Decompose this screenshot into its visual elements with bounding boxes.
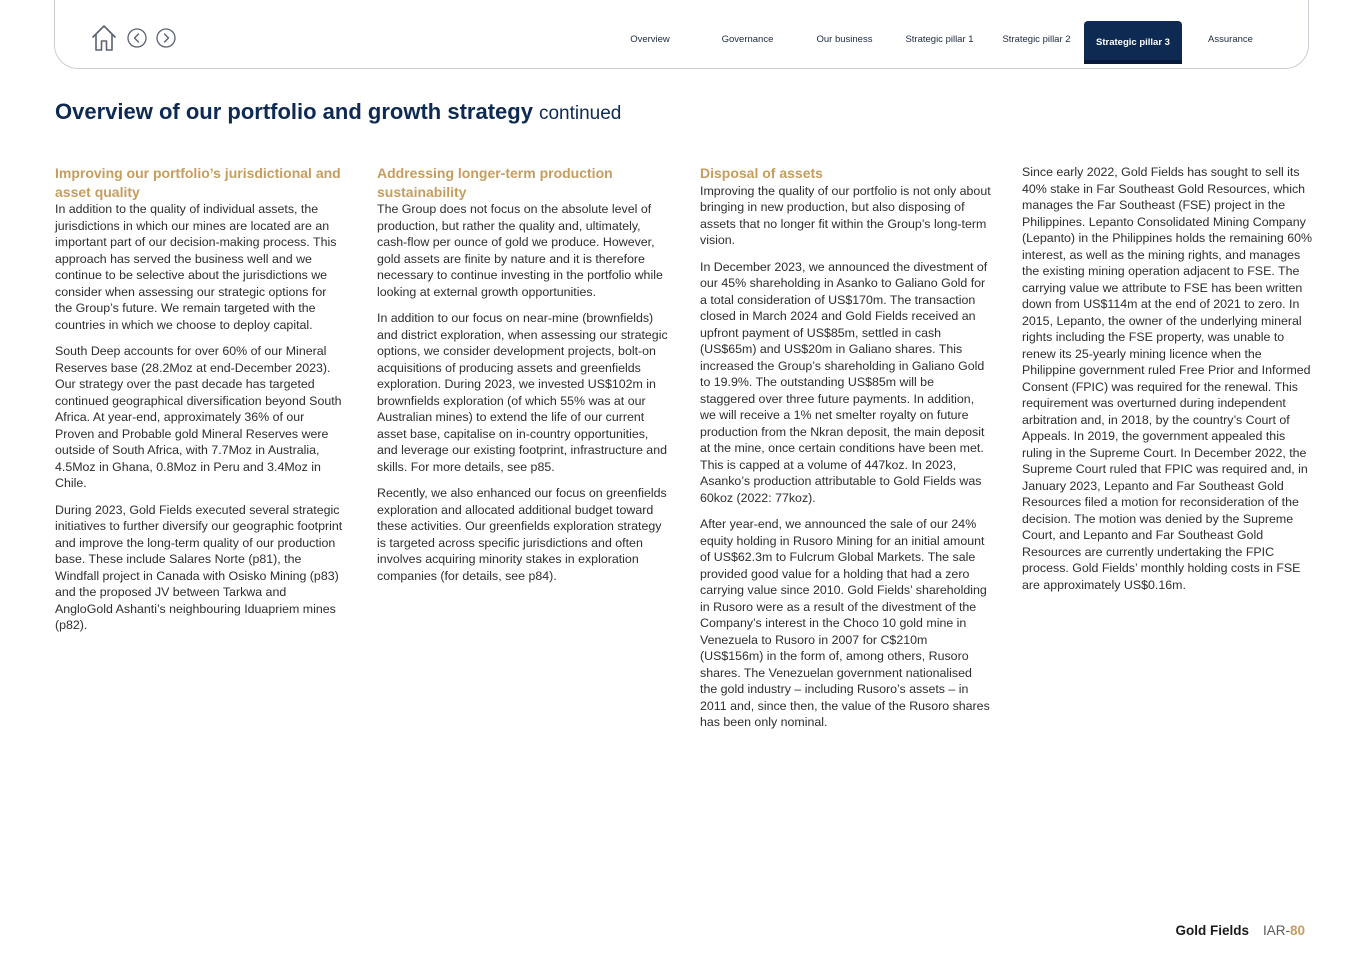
section-heading: Disposal of assets <box>700 165 823 181</box>
page-number: 80 <box>1289 923 1305 938</box>
column-jurisdictional-quality <box>55 164 345 644</box>
page-title-suffix: continued <box>538 103 622 124</box>
top-navigation-bar <box>54 0 1309 69</box>
tab-governance[interactable]: Governance <box>721 34 774 45</box>
home-icon[interactable] <box>91 24 117 52</box>
body-paragraph: Recently, we also enhanced our focus on greenfields exploration and allocated additional budget toward these activities. Our greenfields exploration strategy is targeted across specific jurisdictions and often involves acquiring minority stakes in exploration companies (for details, see p84). <box>377 486 667 583</box>
page-footer <box>1175 923 1305 938</box>
section-heading: Improving our portfolio’s jurisdictional and asset quality <box>55 165 341 200</box>
body-paragraph: Improving the quality of our portfolio is not only about bringing in new production, but also disposing of assets that no longer fit within the Group’s long-term vision. <box>700 183 991 247</box>
section-heading: Addressing longer-term production sustainability <box>377 165 613 200</box>
column-disposal-of-assets <box>700 164 992 741</box>
footer-doc-code: IAR- <box>1262 923 1290 938</box>
body-paragraph: In addition to our focus on near-mine (brownfields) and district exploration, when assessing our strategic options, we consider development projects, bolt-on acquisitions of producing assets and greenfields exploration. During 2023, we invested US$102m in brownfields exploration (of which 55% was at our Australian mines) to extend the life of our current asset base, capitalise on in-country opportunities, and leverage our existing footprint, infrastructure and skills. For more details, see p85. <box>377 311 668 474</box>
footer-brand: Gold Fields <box>1175 923 1249 938</box>
nav-icon-group <box>91 24 185 52</box>
tab-assurance[interactable]: Assurance <box>1208 34 1253 45</box>
body-paragraph: South Deep accounts for over 60% of our Mineral Reserves base (28.2Moz at end-December 2023). Our strategy over the past decade has targeted continued geographical diversification beyond South Africa. At year-end, approximately 36% of our Proven and Probable gold Mineral Reserves were outside of South Africa, with 7.7Moz in Australia, 4.5Moz in Ghana, 0.8Moz in Peru and 3.4Moz in Chile. <box>55 344 342 490</box>
column-production-sustainability <box>377 164 669 594</box>
page-title <box>55 99 621 125</box>
chevron-left-icon[interactable] <box>127 28 147 48</box>
section-tabs <box>604 21 1279 64</box>
body-paragraph: After year-end, we announced the sale of our 24% equity holding in Rusoro Mining for an initial amount of US$62.3m to Fulcrum Global Markets. The sale provided good value for a holding that had a zero carrying value since 2010. Gold Fields’ shareholding in Rusoro were as a result of the divestment of the Company’s interest in the Choco 10 gold mine in Venezuela to Rusoro in 2007 for C$210m (US$156m) in the form of, among others, Rusoro shares. The Venezuelan government nationalised the gold industry – including Rusoro’s assets – in 2011 and, since then, the value of the Rusoro shares has been only nominal. <box>700 517 990 729</box>
body-paragraph: During 2023, Gold Fields executed several strategic initiatives to further diversify our geographic footprint and improve the long-term quality of our production base. These include Salares Norte (p81), the Windfall project in Canada with Osisko Mining (p83) and the proposed JV between Tarkwa and AngloGold Ashanti’s neighbouring Iduapriem mines (p82). <box>55 502 343 632</box>
body-paragraph: In addition to the quality of individual assets, the jurisdictions in which our mines are located are an important part of our decision-making process. This approach has served the business well and we continue to be selective about the jurisdictions we consider when assessing our strategic options for the Group’s future. We remain targeted with the countries in which we choose to deploy capital. <box>55 202 337 332</box>
tab-strategic-pillar-1[interactable]: Strategic pillar 1 <box>905 34 974 45</box>
body-paragraph: In December 2023, we announced the divestment of our 45% shareholding in Asanko to Galiano Gold for a total consideration of US$170m. The transaction closed in March 2024 and Gold Fields received an upfront payment of US$85m, settled in cash (US$65m) and US$20m in Galiano shares. This increased the Group’s shareholding in Galiano Gold to 19.9%. The outstanding US$85m will be staggered over three future payments. In addition, we will receive a 1% net smelter royalty on future production from the Nkran deposit, the main deposit at the mine, once certain conditions have been met. This is capped at a volume of 447koz. In 2023, Asanko’s production attributable to Gold Fields was 60koz (2022: 77koz). <box>700 259 988 505</box>
chevron-right-icon[interactable] <box>156 28 176 48</box>
body-paragraph: Since early 2022, Gold Fields has sought to sell its 40% stake in Far Southeast Gold Resources, which manages the Far Southeast (FSE) project in the Philippines. Lepanto Consolidated Mining Company (Lepanto) in the Philippines holds the remaining 60% interest, as well as the mining rights, and manages the existing mining operation adjacent to FSE. The carrying value we attribute to FSE has been written down from US$114m at the end of 2021 to zero. In 2015, Lepanto, the owner of the underlying mineral rights including the FSE property, was unable to renew its 25-yearly mining licence when the Philippine government ruled Free Prior and Informed Consent (FPIC) was required for the renewal. This requirement was overturned during independent arbitration and, in 2018, by the country’s Court of Appeals. In 2019, the government appealed this ruling in the Supreme Court. In December 2022, the Supreme Court ruled that FPIC was required and, in January 2023, Lepanto and Far Southeast Gold Resources filed a motion for reconsideration of the decision. The motion was denied by the Supreme Court, and Lepanto and Far Southeast Gold Resources are currently undertaking the FPIC process. Gold Fields’ monthly holding costs in FSE are approximately US$0.16m. <box>1022 165 1312 592</box>
tab-our-business[interactable]: Our business <box>816 34 873 45</box>
tab-strategic-pillar-3[interactable]: Strategic pillar 3 <box>1084 21 1182 64</box>
tab-overview[interactable]: Overview <box>630 34 670 45</box>
tab-strategic-pillar-2[interactable]: Strategic pillar 2 <box>1002 34 1071 45</box>
column-far-southeast <box>1022 164 1314 603</box>
body-paragraph: The Group does not focus on the absolute level of production, but rather the quality and, ultimately, cash-flow per ounce of gold we produce. However, gold assets are finite by nature and it is therefore necessary to continue investing in the portfolio while looking at external growth opportunities. <box>377 202 663 299</box>
page-title-main: Overview of our portfolio and growth strategy <box>55 99 533 124</box>
